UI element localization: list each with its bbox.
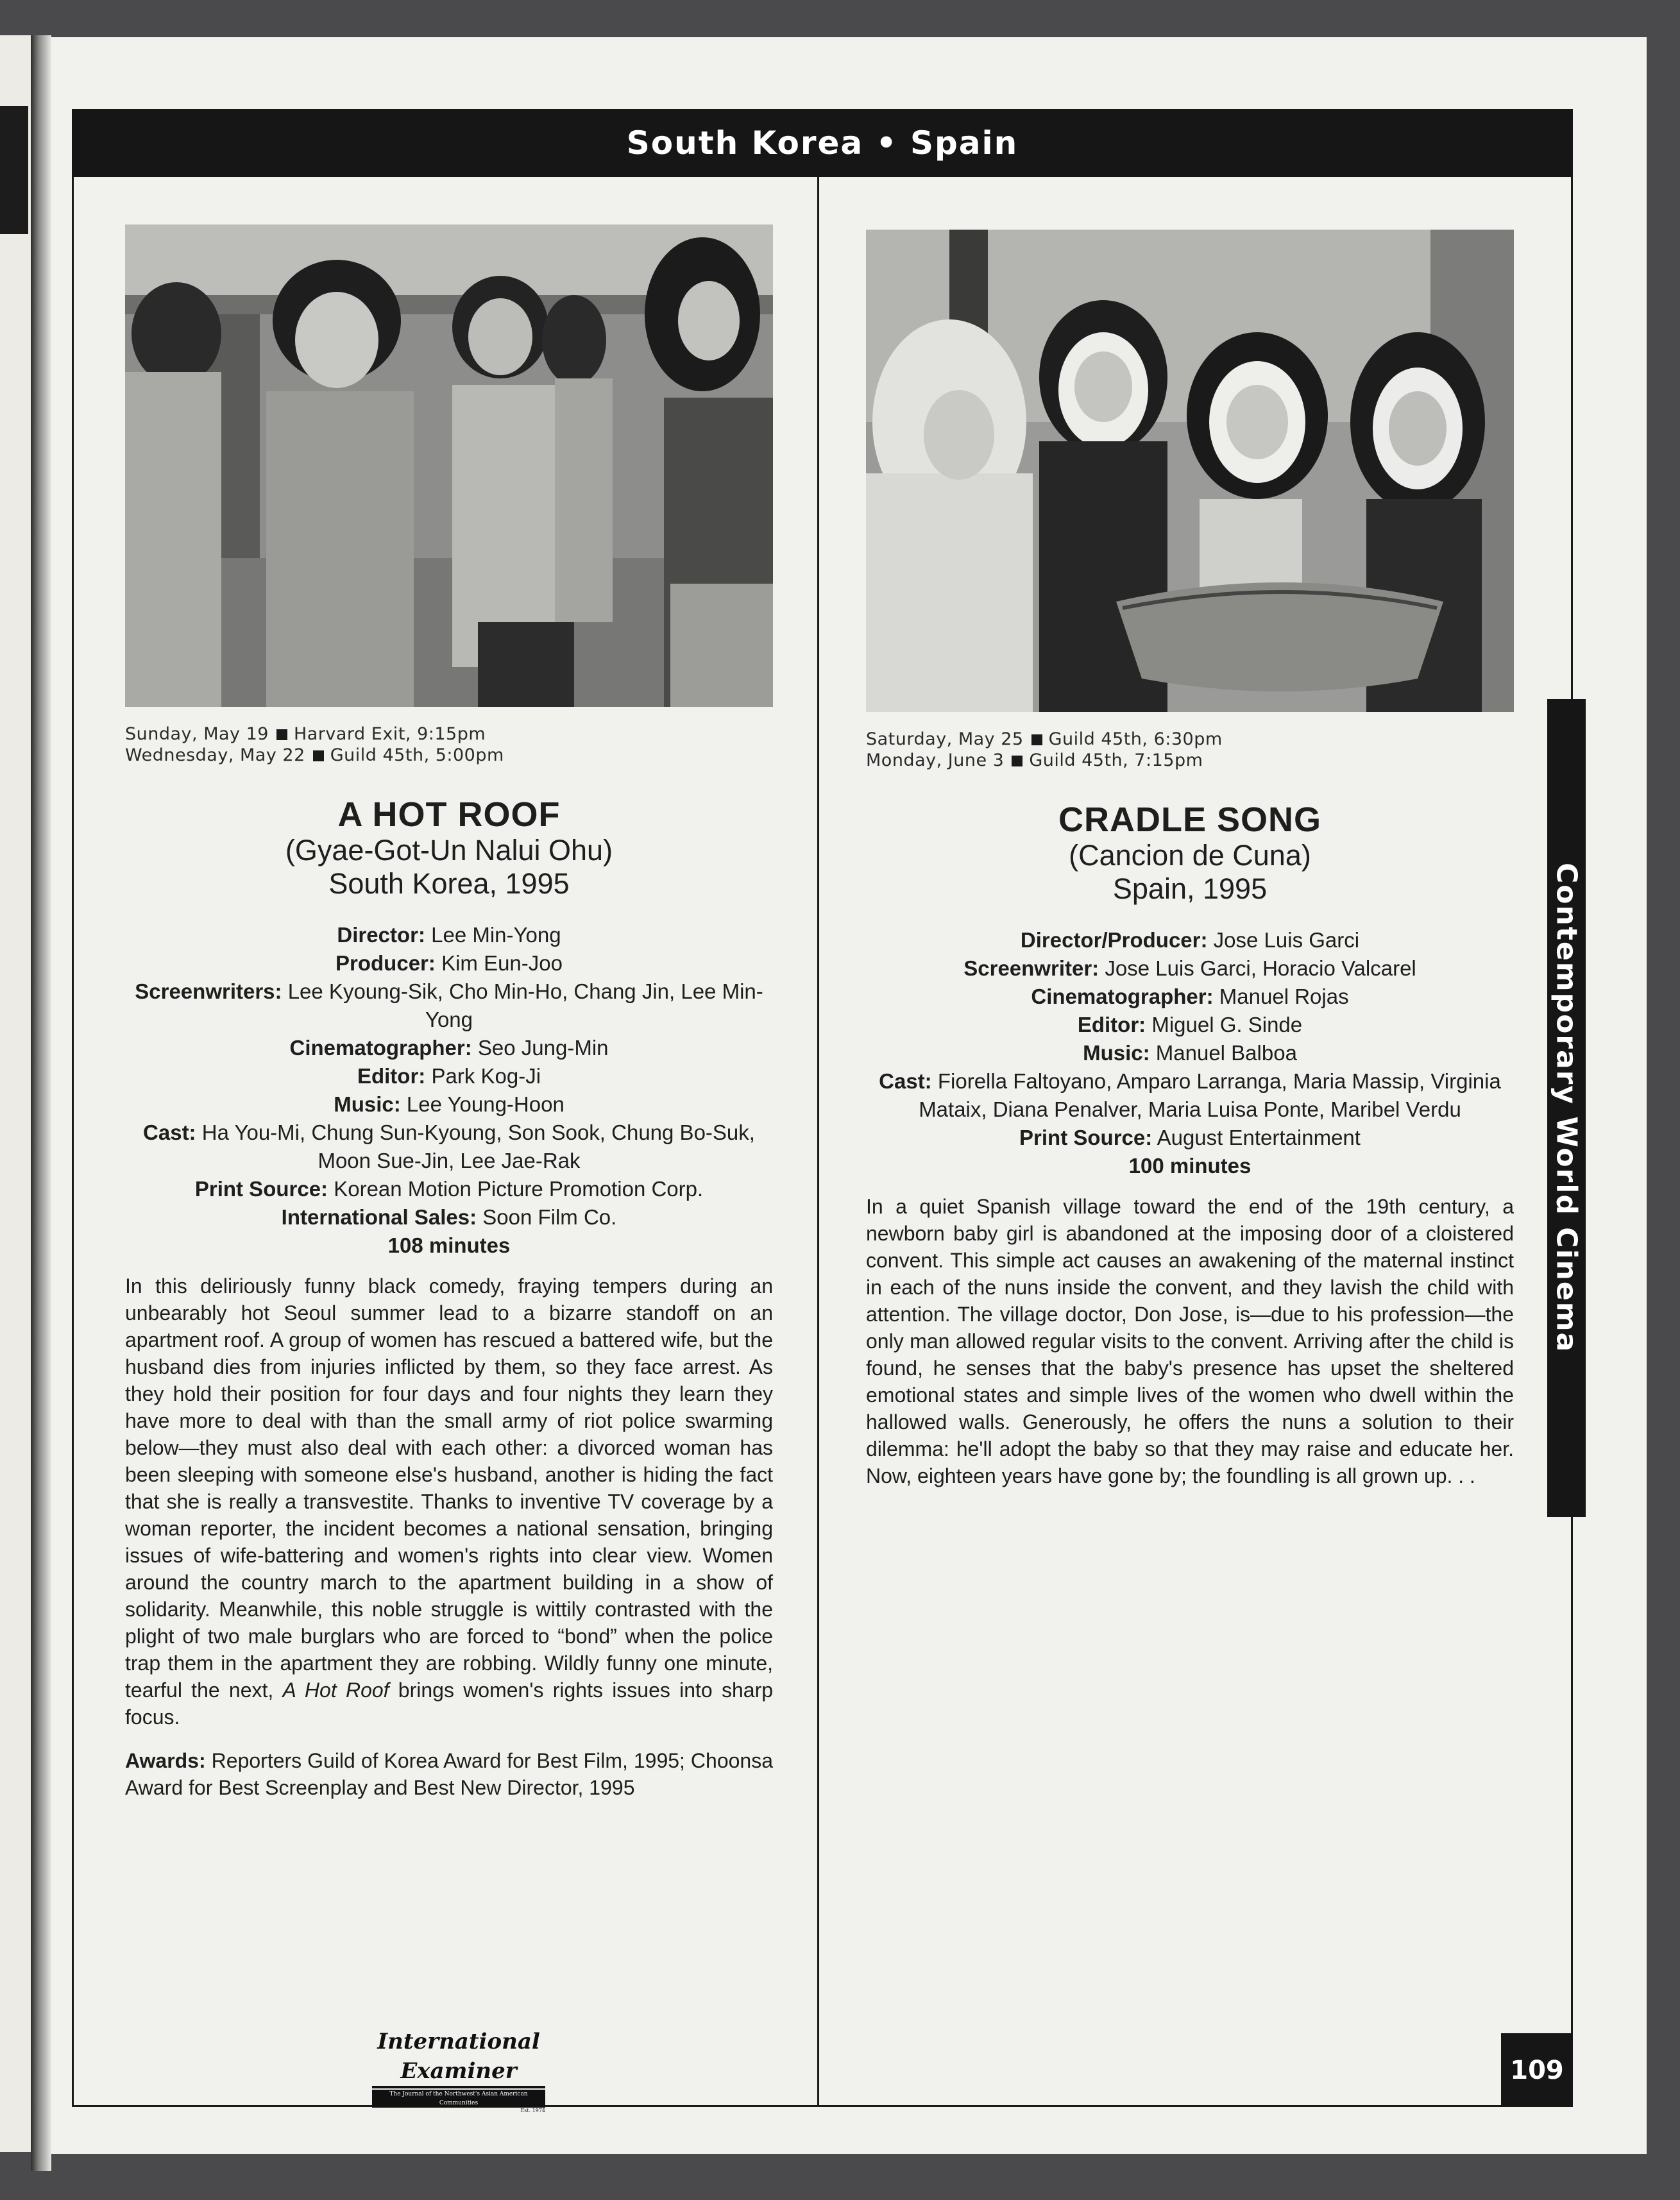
credit-line: Screenwriters: Lee Kyoung-Sik, Cho Min-Ho, Chang Jin, Lee Min-Yong: [135, 979, 763, 1031]
credit-line: International Sales: Soon Film Co.: [281, 1205, 617, 1229]
film-still-cradle-song: [866, 230, 1514, 712]
section-side-tab: [1547, 699, 1586, 1517]
book-spine: [31, 35, 51, 2171]
country-year: Spain, 1995: [1112, 872, 1268, 905]
credit-line: Producer: Kim Eun-Joo: [335, 951, 563, 975]
showtime-row: Saturday, May 25 Guild 45th, 6:30pm: [866, 729, 1223, 749]
film-entry-cradle-song: [866, 230, 1514, 1489]
showtimes: [866, 729, 1514, 771]
film-title: A HOT ROOF: [337, 795, 561, 834]
credit-line: Cast: Fiorella Faltoyano, Amparo Larranga, Maria Massip, Virginia Mataix, Diana Penalver, Maria Luisa Ponte, Maribel Verdu: [879, 1069, 1501, 1121]
awards: Awards: Reporters Guild of Korea Award for Best Film, 1995; Choonsa Award for Best Screenplay and Best New Director, 1995: [125, 1749, 774, 1799]
bullet-square-icon: [1012, 756, 1022, 766]
showtime-row: Monday, June 3 Guild 45th, 7:15pm: [866, 750, 1203, 770]
bullet-square-icon: [276, 729, 287, 740]
runtime: 108 minutes: [387, 1233, 511, 1257]
credit-line: Cinematographer: Manuel Rojas: [1031, 985, 1349, 1008]
credit-line: Cast: Ha You-Mi, Chung Sun-Kyoung, Son Sook, Chung Bo-Suk, Moon Sue-Jin, Lee Jae-Rak: [143, 1121, 755, 1172]
column-divider: [817, 177, 819, 2107]
credit-line: Cinematographer: Seo Jung-Min: [289, 1036, 609, 1060]
synopsis: In this deliriously funny black comedy, fraying tempers during an unbearably hot Seoul summer lead to a bizarre standoff on an apartment roof. A group of women has rescued a battered wife, but the husband dies from injuries inflicted by them, so they face arrest. As they hold their position for four days and four nights they learn they have more to deal with than the small army of riot police swarming below—they must also deal with each other: a divorced woman has been sleeping with someone else's husband, another is hiding the fact that she is really a transvestite. Thanks to inventive TV coverage by a woman reporter, the incident becomes a national sensation, bringing issues of wife-battering and women's rights into clear view. Women around the country march to the apartment building in a show of solidarity. Meanwhile, this noble struggle is wittily contrasted with the plight of two male burglars who are forced to “bond” when the police trap them in the apartment they are robbing. Wildly funny one minute, tearful the next, A Hot Roof brings women's rights issues into sharp focus.: [125, 1274, 774, 1729]
credit-line: Screenwriter: Jose Luis Garci, Horacio Valcarel: [963, 956, 1416, 980]
film-still-a-hot-roof: [125, 224, 773, 707]
credit-line: Director/Producer: Jose Luis Garci: [1020, 928, 1360, 952]
credit-line: Director: Lee Min-Yong: [337, 923, 561, 947]
credit-line: Editor: Miguel G. Sinde: [1077, 1013, 1303, 1037]
credit-line: Music: Manuel Balboa: [1083, 1041, 1297, 1065]
page-number: 109: [1501, 2033, 1573, 2107]
credit-line: Print Source: Korean Motion Picture Promotion Corp.: [194, 1177, 704, 1201]
sponsor-tagline: The Journal of the Northwest's Asian American Communities: [372, 2090, 545, 2108]
original-title: (Cancion de Cuna): [1069, 839, 1311, 872]
sponsor-name: International Examiner: [372, 2027, 545, 2088]
runtime: 100 minutes: [1128, 1154, 1252, 1178]
showtimes: [125, 723, 773, 766]
side-tab-label: Contemporary World Cinema: [1550, 863, 1583, 1353]
original-title: (Gyae-Got-Un Nalui Ohu): [285, 834, 613, 867]
showtime-row: Wednesday, May 22 Guild 45th, 5:00pm: [125, 745, 504, 765]
sponsor-established: Est. 1974: [520, 2108, 545, 2113]
credits: [866, 926, 1514, 1180]
section-title: South Korea • Spain: [626, 124, 1019, 162]
country-year: South Korea, 1995: [328, 867, 570, 900]
credit-line: Music: Lee Young-Hoon: [334, 1092, 564, 1116]
showtime-row: Sunday, May 19 Harvard Exit, 9:15pm: [125, 724, 486, 744]
bullet-square-icon: [1031, 734, 1042, 745]
sponsor-logo: [372, 2027, 545, 2113]
synopsis: In a quiet Spanish village toward the end of the 19th century, a newborn baby girl is abandoned at the imposing door of a cloistered convent. This simple act causes an awakening of the maternal instinct in each of the nuns inside the convent, and they lavish the child with attention. The village doctor, Don Jose, is—due to his profession—the only man allowed regular visits to the convent. Arriving after the child is found, he senses that the baby's presence has upset the sheltered emotional states and simple lives of the women who dwell within the hallowed walls. Generously, he offers the nuns a solution to their dilemma: he'll adopt the baby so that they may raise and educate her. Now, eighteen years have gone by; the foundling is all grown up. . .: [866, 1195, 1514, 1487]
bullet-square-icon: [313, 750, 324, 761]
credits: [125, 921, 773, 1260]
film-entry-a-hot-roof: [125, 224, 773, 1801]
previous-page-bar: [0, 106, 28, 234]
previous-page-edge: [0, 35, 31, 2152]
section-header: [72, 109, 1573, 177]
film-title: CRADLE SONG: [1058, 800, 1321, 839]
credit-line: Editor: Park Kog-Ji: [357, 1064, 541, 1088]
credit-line: Print Source: August Entertainment: [1019, 1126, 1361, 1149]
